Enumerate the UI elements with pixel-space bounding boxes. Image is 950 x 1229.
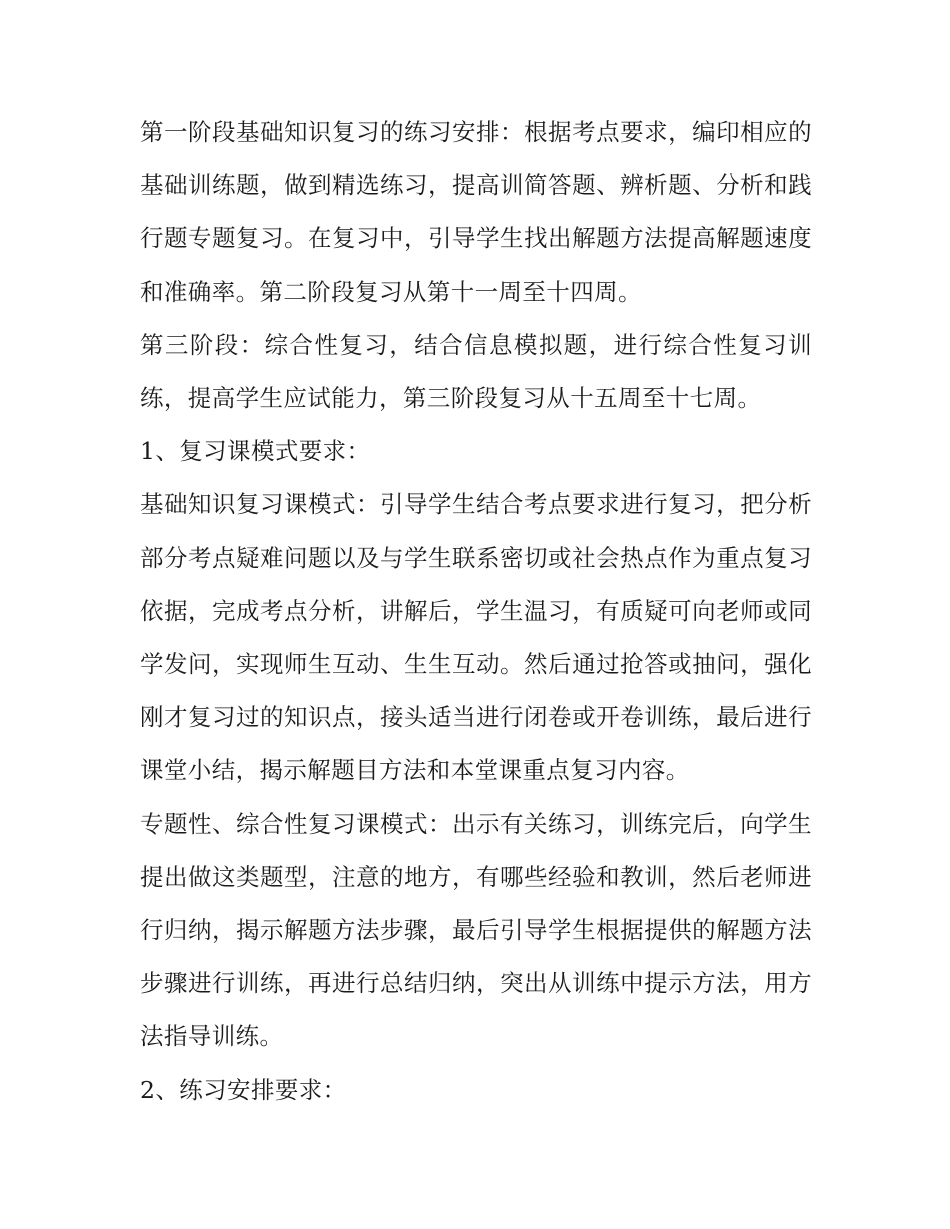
paragraph-basic-review-mode: 基础知识复习课模式：引导学生结合考点要求进行复习，把分析部分考点疑难问题以及与学生联系密切或社会热点作为重点复习依据，完成考点分析，讲解后，学生温习，有质疑可向老师或同学发问，实现师生互动、生生互动。然后通过抢答或抽问，强化刚才复习过的知识点，接头适当进行闭卷或开卷训练，最后进行课堂小结，揭示解题目方法和本堂课重点复习内容。	[140, 490, 812, 785]
section-heading-practice: 2、练习安排要求：	[140, 1075, 347, 1104]
paragraph-special-review-mode: 专题性、综合性复习课模式：出示有关练习，训练完后，向学生提出做这类题型，注意的地方，有哪些经验和教训，然后老师进行归纳，揭示解题方法步骤，最后引导学生根据提供的解题方法步骤进行训练，再进行总结归纳，突出从训练中提示方法，用方法指导训练。	[140, 809, 812, 1051]
paragraph-stage-three: 第三阶段：综合性复习，结合信息模拟题，进行综合性复习训练，提高学生应试能力，第三阶段复习从十五周至十七周。	[140, 330, 812, 413]
paragraph-stage-one: 第一阶段基础知识复习的练习安排：根据考点要求，编印相应的基础训练题，做到精选练习，提高训简答题、辨析题、分析和践行题专题复习。在复习中，引导学生找出解题方法提高解题速度和准确率。第二阶段复习从第十一周至十四周。	[140, 118, 812, 306]
section-heading-review-mode: 1、复习课模式要求：	[140, 437, 371, 466]
document-page	[140, 106, 812, 1117]
